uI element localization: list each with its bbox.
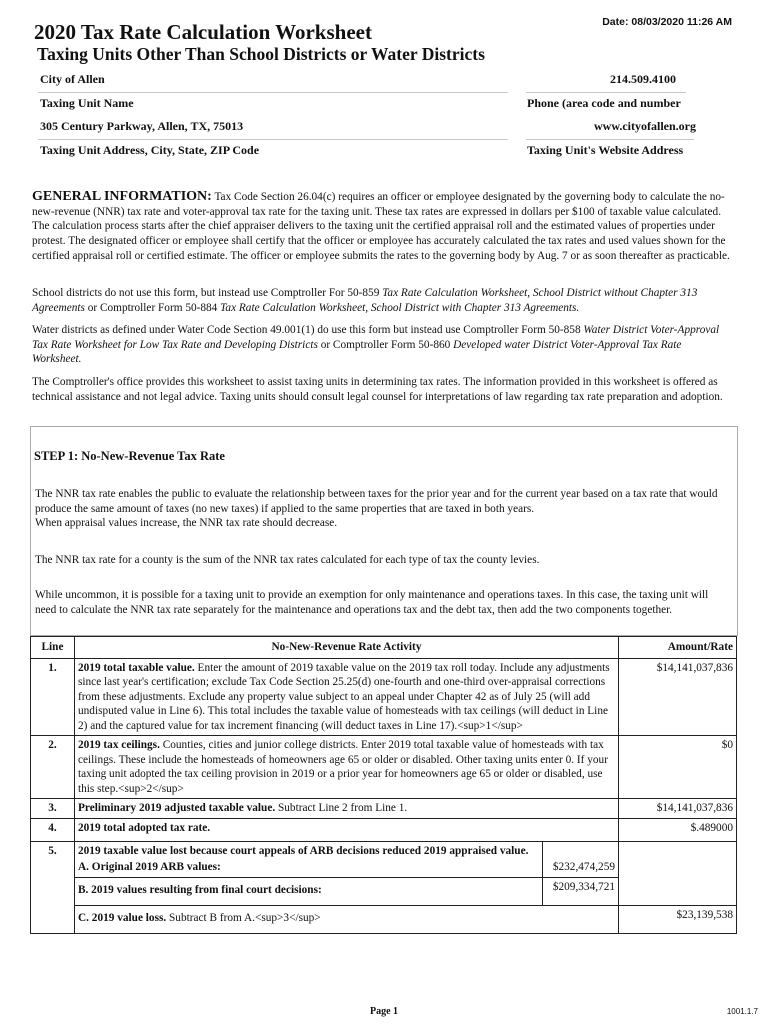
line-column-header: Line (31, 637, 75, 659)
line-activity-title: 2019 taxable value lost because court appeals of ARB decisions reduced 2019 appraised value. (78, 844, 529, 857)
worksheet-subtitle: Taxing Units Other Than School Districts or Water Districts (37, 44, 485, 64)
line-amount: $14,141,037,836 (619, 658, 737, 736)
step1-title: STEP 1: No-New-Revenue Tax Rate (34, 449, 225, 463)
page-number: Page 1 (370, 1006, 399, 1017)
water-districts-text-a: Water districts as defined under Water Code Section 49.001(1) do use this form but instead use Comptroller Form 50-858 (32, 324, 584, 336)
table-row (31, 658, 737, 736)
water-districts-text-b: or Comptroller Form 50-860 (317, 338, 454, 351)
name-field-rule (38, 92, 508, 93)
line-amount: $.489000 (619, 818, 737, 841)
line-amount: $0 (619, 736, 737, 799)
line-number: 3. (31, 799, 75, 819)
taxing-unit-address-value: 305 Century Parkway, Allen, TX, 75013 (40, 119, 244, 133)
website-value: www.cityofallen.org (594, 119, 696, 133)
school-districts-form-title-b: Tax Rate Calculation Worksheet, School District with Chapter 313 Agreements. (220, 301, 580, 314)
amount-column-header: Amount/Rate (619, 637, 737, 659)
sub-line-b-amount: $209,334,721 (543, 877, 619, 905)
school-districts-text-b: or Comptroller Form 50-884 (84, 301, 221, 314)
line-activity-title: 2019 total adopted tax rate. (78, 821, 211, 834)
line-activity (75, 841, 543, 877)
line-activity (75, 658, 619, 736)
worksheet-title: 2020 Tax Rate Calculation Worksheet (34, 20, 372, 44)
general-info-heading: GENERAL INFORMATION: (32, 189, 212, 204)
taxing-unit-address-label: Taxing Unit Address, City, State, ZIP Code (40, 143, 260, 157)
table-row (31, 905, 737, 933)
line-activity (75, 799, 619, 819)
line-amount: $14,141,037,836 (619, 799, 737, 819)
phone-field-rule (526, 92, 686, 93)
phone-label: Phone (area code and number (527, 96, 681, 110)
no-new-revenue-table (30, 636, 736, 934)
line-activity-text: Enter the amount of 2019 taxable value on the 2019 tax roll today. Include any adjustments since last year's certification; exclude Tax Code Section 25.25(d) one-fourth and one-third over-appraisal corrections from these adjustments. Exclude any property value subject to an appeal under Chapter 42 as of July 25 (will add undisputed value in Line 6). This total includes the taxable value of homesteads with tax ceilings (will deduct in Line 2) and the captured value for tax increment financing (will deduct taxes in Line 17).<sup>1</sup> (78, 661, 610, 732)
school-districts-form-title-a: Tax Rate Calculation Worksheet, School District without Chapter 313 Agreements (32, 287, 698, 314)
water-districts-paragraph (32, 323, 732, 367)
line-number: 5. (31, 841, 75, 933)
step1-paragraph-3: While uncommon, it is possible for a taxing unit to provide an exemption for only maintenance and operations taxes. In this case, the taxing unit will need to calculate the NNR tax rate separately for the maintenance and operations tax and the debt tax, then add the two components together. (35, 589, 709, 616)
table-row (31, 736, 737, 799)
table-row (31, 799, 737, 819)
form-code: 1001.1.7 (726, 1007, 758, 1016)
address-field-rule (38, 139, 508, 140)
sub-line-c-title: C. 2019 value loss. (78, 911, 167, 924)
table-row (31, 841, 737, 877)
line-activity-title: Preliminary 2019 adjusted taxable value. (78, 802, 276, 814)
step1-text-1b: When appraisal values increase, the NNR tax rate should decrease. (35, 517, 338, 530)
sub-line-c-amount: $23,139,538 (619, 905, 737, 933)
line-amount-empty (619, 841, 737, 905)
water-districts-form-title-a: Water District Voter-Approval Tax Rate Worksheet for Low Tax Rate and Developing Districts (32, 324, 720, 351)
general-info-paragraph (32, 190, 732, 264)
comptroller-paragraph: The Comptroller's office provides this worksheet to assist taxing units in determining tax rates. The information provided in this worksheet is offered as technical assistance and not legal advice. Taxing units should consult legal counsel for interpretations of law regarding tax rate preparation and adoption. (32, 376, 723, 403)
line-activity-title: 2019 total taxable value. (78, 661, 195, 674)
line-activity-text: Subtract Line 2 from Line 1. (275, 802, 408, 814)
table-row (31, 818, 737, 841)
school-districts-text-a: School districts do not use this form, but instead use Comptroller For 50-859 (32, 287, 383, 299)
line-number: 2. (31, 736, 75, 799)
taxing-unit-name-value: City of Allen (40, 72, 105, 86)
line-activity-text: Counties, cities and junior college districts. Enter 2019 total taxable value of homesteads with tax ceilings. These include the homesteads of homeowners age 65 or older or disabled. Other taxing units enter 0. If your taxing unit adopted the tax ceiling provision in 2019 or a prior year for homeowners age 65 or older or disabled, use this step.<sup>2</sup> (78, 739, 608, 795)
step1-paragraph-1 (35, 487, 731, 531)
step1-text-1: The NNR tax rate enables the public to evaluate the relationship between taxes for the prior year and for the current year based on a tax rate that would produce the same amount of taxes (no new taxes) if applied to the same properties that are taxed in both years. (35, 488, 718, 515)
line-activity-title: 2019 tax ceilings. (78, 739, 160, 751)
line-activity (75, 736, 619, 799)
print-date: Date: 08/03/2020 11:26 AM (602, 16, 732, 28)
sub-line-c-text: Subtract B from A.<sup>3</sup> (166, 911, 321, 924)
phone-value: 214.509.4100 (610, 72, 676, 86)
line-activity (75, 818, 619, 841)
activity-column-header: No-New-Revenue Rate Activity (75, 637, 619, 659)
step1-paragraph-2: The NNR tax rate for a county is the sum of the NNR tax rates calculated for each type of tax the county levies. (35, 554, 540, 566)
line-number: 1. (31, 658, 75, 736)
website-label: Taxing Unit's Website Address (527, 143, 684, 157)
website-field-rule (526, 139, 694, 140)
general-info-text: Tax Code Section 26.04(c) requires an officer or employee designated by the governing body to calculate the no-new-revenue (NNR) tax rate and voter-approval tax rate for the taxing unit. These tax rates are expressed in dollars per $100 of taxable value calculated. The calculation process starts after the chief appraiser delivers to the taxing unit the certified appraisal roll and the estimated values of properties under protest. The designated officer or employee shall certify that the officer or employee has accurately calculated the tax rates and used values shown for the certified appraisal roll or certified estimate. The officer or employee submits the rates to the governing body by Aug. 7 or as soon thereafter as practicable. (32, 191, 730, 262)
line-number: 4. (31, 818, 75, 841)
water-districts-form-title-b: Developed water District Voter-Approval Tax Rate Worksheet. (32, 338, 682, 366)
sub-line-c-label (75, 905, 619, 933)
sub-line-b-label: B. 2019 values resulting from final court decisions: (75, 877, 543, 905)
taxing-unit-name-label: Taxing Unit Name (40, 96, 134, 110)
sub-line-a-amount: $232,474,259 (543, 841, 619, 877)
school-districts-paragraph (32, 286, 732, 315)
table-header-row (31, 637, 737, 659)
sub-line-a-label: A. Original 2019 ARB values: (78, 861, 221, 873)
